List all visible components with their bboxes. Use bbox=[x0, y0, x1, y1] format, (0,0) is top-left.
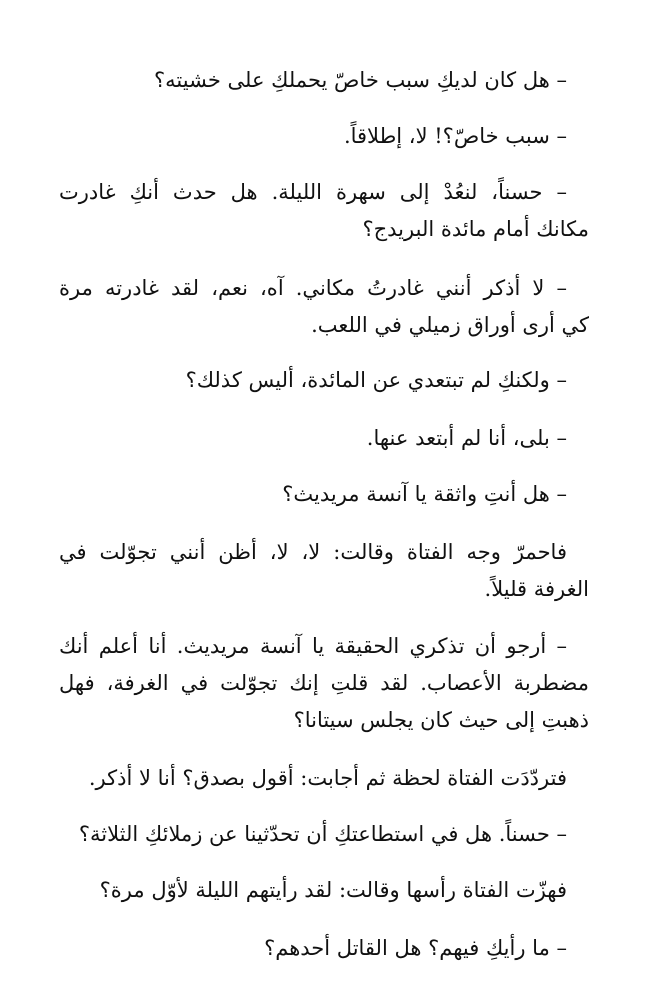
paragraph bbox=[59, 872, 589, 909]
text-line: – هل أنتِ واثقة يا آنسة مريديث؟ bbox=[282, 482, 567, 506]
paragraph bbox=[59, 62, 589, 99]
text-line: – لا أذكر أنني غادرتُ مكاني. آه، نعم، لقد غادرته مرة bbox=[59, 276, 567, 300]
paragraph bbox=[59, 270, 589, 344]
text-line: – أرجو أن تذكري الحقيقة يا آنسة مريديث. أنا أعلم أنك bbox=[59, 634, 567, 658]
text-line: فهزّت الفتاة رأسها وقالت: لقد رأيتهم الليلة لأوّل مرة؟ bbox=[99, 878, 567, 902]
text-line: فتردّدَت الفتاة لحظة ثم أجابت: أقول بصدق؟ أنا لا أذكر. bbox=[88, 766, 567, 790]
text-line: – بلى، أنا لم أبتعد عنها. bbox=[366, 426, 567, 450]
text-line: ذهبتِ إلى حيث كان يجلس سيتانا؟ bbox=[293, 708, 589, 732]
text-line: – ما رأيكِ فيهم؟ هل القاتل أحدهم؟ bbox=[264, 936, 567, 960]
paragraph bbox=[59, 118, 589, 155]
text-line: – سبب خاصّ؟! لا، إطلاقاً. bbox=[343, 124, 567, 148]
text-line: – حسناً. هل في استطاعتكِ أن تحدّثينا عن زملائكِ الثلاثة؟ bbox=[78, 822, 567, 846]
text-line: – حسناً، لنعُدْ إلى سهرة الليلة. هل حدث أنكِ غادرت bbox=[59, 180, 567, 204]
paragraph bbox=[59, 534, 589, 608]
paragraph bbox=[59, 930, 589, 967]
text-line: – هل كان لديكِ سبب خاصّ يحملكِ على خشيته؟ bbox=[154, 68, 567, 92]
paragraph bbox=[59, 628, 589, 739]
text-line: فاحمرّ وجه الفتاة وقالت: لا، لا، أظن أنني تجوّلت في bbox=[59, 540, 567, 564]
paragraph bbox=[59, 816, 589, 853]
text-line: مضطربة الأعصاب. لقد قلتِ إنك تجوّلت في الغرفة، فهل bbox=[59, 671, 589, 695]
paragraph bbox=[59, 420, 589, 457]
paragraph bbox=[59, 362, 589, 399]
text-line: – ولكنكِ لم تبتعدي عن المائدة، أليس كذلك؟ bbox=[185, 368, 567, 392]
text-line: كي أرى أوراق زميلي في اللعب. bbox=[311, 313, 589, 337]
paragraph bbox=[59, 174, 589, 248]
paragraph bbox=[59, 760, 589, 797]
paragraph bbox=[59, 476, 589, 513]
text-line: مكانك أمام مائدة البريدج؟ bbox=[362, 217, 589, 241]
text-line: الغرفة قليلاً. bbox=[484, 577, 589, 601]
